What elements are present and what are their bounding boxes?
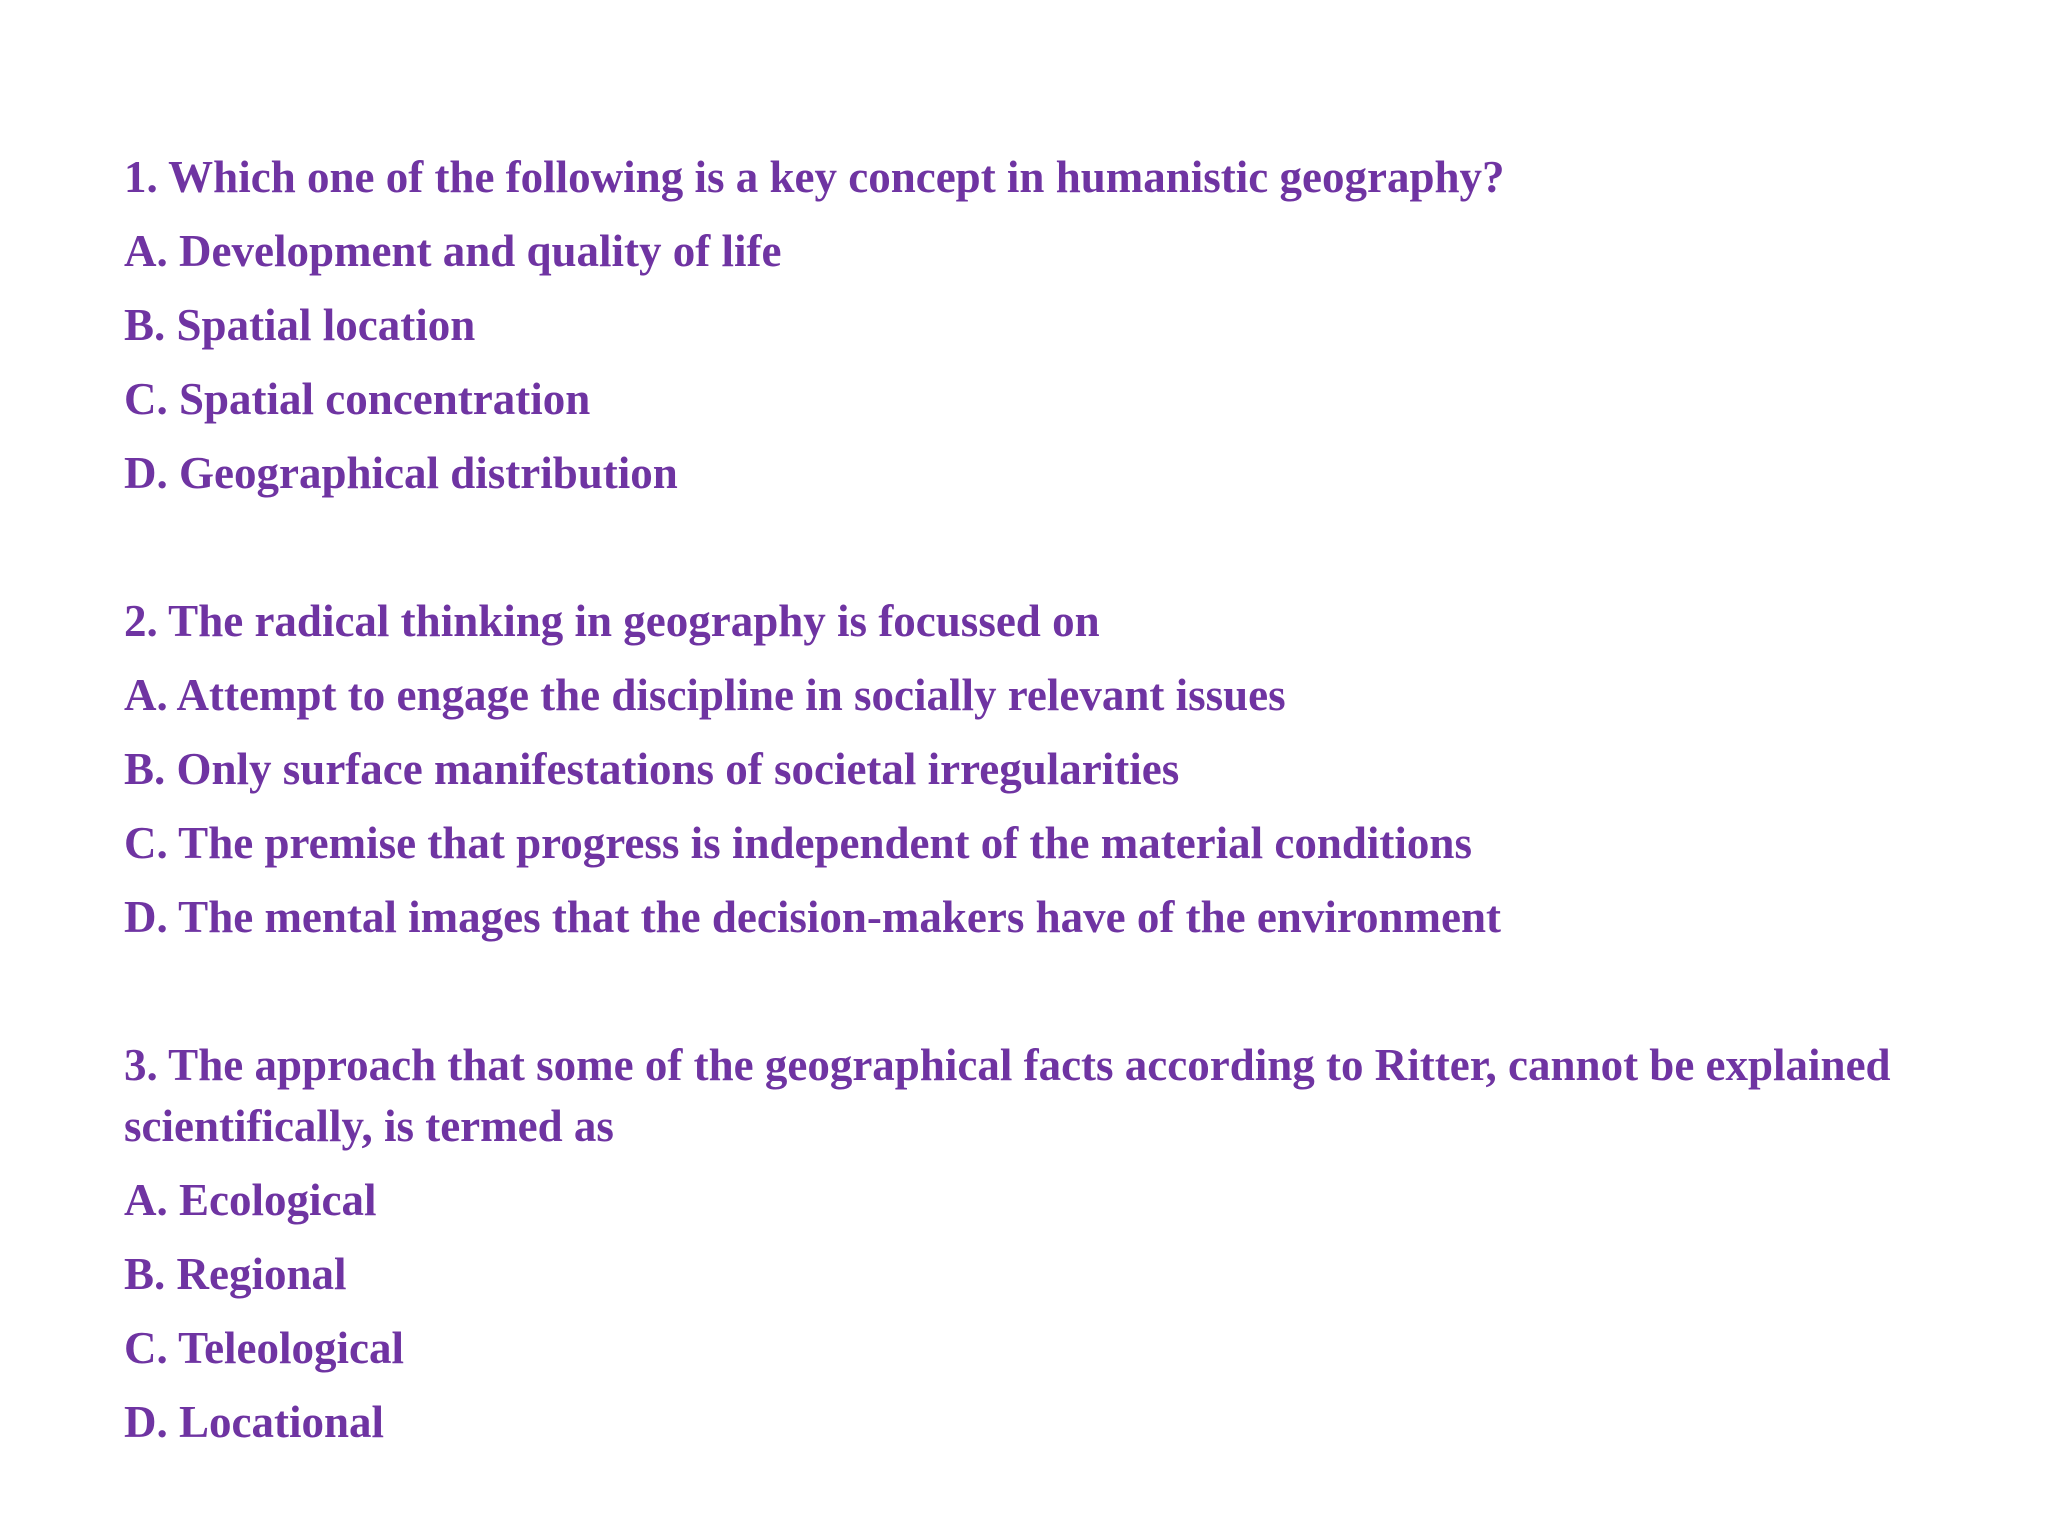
option-c: C. The premise that progress is independent of the material conditions <box>124 818 1472 868</box>
option-a: A. Attempt to engage the discipline in socially relevant issues <box>124 670 1286 720</box>
option-b: B. Only surface manifestations of societal irregularities <box>124 744 1180 794</box>
option-d: D. The mental images that the decision-makers have of the environment <box>124 892 1501 942</box>
option-d: D. Locational <box>124 1397 385 1447</box>
question-3 <box>124 1028 1984 1459</box>
option-d: D. Geographical distribution <box>124 448 678 498</box>
question-1 <box>124 140 1984 510</box>
option-b: B. Regional <box>124 1249 347 1299</box>
option-c: C. Spatial concentration <box>124 374 591 424</box>
quiz-document <box>124 140 1984 1459</box>
option-c: C. Teleological <box>124 1323 404 1373</box>
question-2 <box>124 584 1984 954</box>
option-a: A. Ecological <box>124 1175 377 1225</box>
question-text: 2. The radical thinking in geography is focussed on <box>124 595 1100 646</box>
option-a: A. Development and quality of life <box>124 226 782 276</box>
option-b: B. Spatial location <box>124 300 476 350</box>
question-text: 1. Which one of the following is a key concept in humanistic geography? <box>124 151 1505 202</box>
question-text: 3. The approach that some of the geographical facts according to Ritter, cannot be explained scientifically, is termed as <box>124 1040 1891 1151</box>
